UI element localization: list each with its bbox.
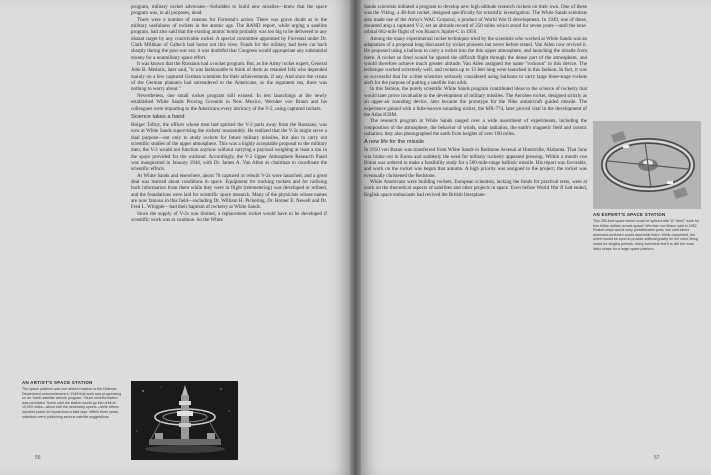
page-number: 56 bbox=[35, 455, 41, 461]
right-caption bbox=[593, 212, 701, 251]
paragraph: In 1950 von Braun was transferred from White Sands to Redstone Arsenal at Huntsville, Alabama. That June war broke out in Korea and suddenly the need for military rocketry appeared pressing. Within a month von Braun was ordered to make a feasibility study for a 500-mile-range ballistic missile. His report was favorable, and work on the rocket was begun that autumn. A high priority was assigned to the project; the rocket was eventually christened the Redstone. bbox=[364, 147, 587, 179]
left-text-column bbox=[131, 4, 327, 223]
space-wheel-illustration bbox=[593, 121, 701, 209]
section-heading: A new life for the missile bbox=[364, 139, 425, 146]
paragraph: It was known that the Russians had a rocket program. But, as the Army rocket expert, General John B. Medaris, later said, "it was fashionable to think of them as retarded folk who depended mainly on a few captured German scientists for their achievements, if any. And since the cream of the German planners had surrendered to the Americans, so the argument ran, there was nothing to worry about." bbox=[131, 61, 327, 93]
paragraph: Among the many experimental rocket techniques tried by the scientists who worked at White Sands was an adaptation of a proposal long discussed by rocket pioneers but never before tested. Van Allen now revived it. He proposed using a balloon to carry a rocket into the thin upper atmosphere, and launching the missile from there. A rocket so fired would be spared the difficult flight through the dense part of the atmosphere, and would therefore achieve much greater altitude. Van Allen assigned the name "rockoon" to this device. The technique worked extremely well, and rockets up to 13 feet long were launched in this fashion. In fact, it was so successful that for a time scientists seriously considered using balloons to carry large three-stage rockets aloft for the purpose of putting a satellite into orbit. bbox=[364, 35, 587, 87]
caption-text: The space platform was one artist's reaction to the Defense Department announcement in 1948 that work was progressing on an "earth satellite vehicle program." Much misinformation was circulated. Some said the station would go into orbit at 10,000 miles—about half the necessary speed—while others reported plans for mysterious orbital rays. Within three years, scientists were publishing serious satellite suggestions. bbox=[22, 387, 122, 419]
section-heading: Science takes a hand bbox=[131, 113, 185, 120]
space-station-illustration bbox=[131, 381, 238, 460]
caption-text: This 250-foot space wheel could be spliced with 10 "steel" work for four billion dollars across space! Wernher von Braun said in 1952. Rocket ships would carry prefabricated parts into orbit where astronaut-workmen would assemble them. While completed, the wheel would be spun to provide artificial gravity for the crew, living inside for lengthy periods. Many scientists feel it is still the most likely shape for a large space platform. bbox=[593, 219, 700, 251]
left-caption bbox=[22, 380, 122, 419]
caption-title: AN EXPERT'S SPACE STATION bbox=[593, 212, 666, 217]
expert-space-station-photo bbox=[593, 121, 701, 209]
paragraph: Holger Toftoy, the officer whose men had spirited the V-2 parts away from the Russians, was now at White Sands supervising the rockets' reassembly. He realized that the V-2s might serve a dual purpose—not only to study rockets for future military missiles, but also to carry out scientific studies of the upper atmosphere. This was a highly acceptable proposal to the military men; the V-2 would not function anyhow without carrying a payload weighing at least a ton in the space provided for the warhead. Accordingly, the V-2 Upper Atmosphere Research Panel was inaugurated in January 1946, with Dr. James A. Van Allen as chairman to coordinate the scientific efforts. bbox=[131, 121, 327, 173]
paragraph: Nevertheless, one small rocket program still existed. In test launchings at the newly established White Sands Proving Grounds in New Mexico, Wernher von Braun and his colleagues were imparting to the Americans every intricacy of the V-2, using captured rockets. bbox=[131, 92, 327, 112]
right-page bbox=[361, 0, 711, 475]
paragraph: Since the supply of V-2s was limited, a replacement rocket would have to be developed if scientific work was to continue. So the White bbox=[131, 210, 327, 223]
paragraph: At White Sands and elsewhere, about 70 captured or rebuilt V-2s were launched, and a great deal was learned about conditions in space. Equipment for tracking rockets and for radioing back information from them while they were in flight (telemetering) was developed or refined, and the foundations were laid for scientific space research. Many of the physicists whose names are now famous in this field—including Dr. William H. Pickering, Dr. Homer E. Newell and Dr. Fred L. Whipple—had their baptism of rocketry at White Sands. bbox=[131, 172, 327, 211]
paragraph: In this fashion, the purely scientific White Sands program contributed ideas to the science of rocketry that would later prove invaluable to the development of military missiles. The Aerobee rocket, designed strictly as an upper-air sounding device, later became the prototype for the Nike antiaircraft guided missile. The experience gained with a little-known sounding rocket, the MX-774, later proved vital in the development of the Atlas ICBM. bbox=[364, 86, 587, 118]
paragraph: While Americans were building rockets, European scientists, lacking the funds for practical tests, were at work on the theoretical aspects of satellites and other projects in space. Even before World War II had ended, English space enthusiasts had revived the British Interplane- bbox=[364, 178, 587, 198]
artist-space-station-photo bbox=[131, 381, 238, 460]
right-text-column bbox=[364, 4, 587, 198]
paragraph: Sands scientists initiated a program to develop new high-altitude research rockets on their own. One of these was the Viking, a 48-foot rocket, designed specifically for scientific investigation. The White Sands scientists also made use of the Army's WAC Corporal, a product of World War II development. In 1949, one of these, mounted atop a captured V-2, set an altitude record of 250 miles which stood for seven years—until the near-orbital 682-mile flight of von Braun's Jupiter-C in 1956. bbox=[364, 4, 587, 36]
paragraph: The research program at White Sands ranged over a wide assortment of experiments, including the composition of the atmosphere, the behavior of winds, solar radiation, the earth's magnetic field and cosmic radiation; they also photographed the earth from heights of over 100 miles. bbox=[364, 118, 587, 137]
caption-title: AN ARTIST'S SPACE STATION bbox=[22, 380, 93, 385]
page-number: 57 bbox=[654, 455, 660, 461]
book-gutter bbox=[350, 0, 361, 475]
paragraph: program, military rocket advocates—forbidden to build new missiles—knew that the space program was, to all purposes, dead. bbox=[131, 4, 327, 17]
left-page bbox=[0, 0, 350, 475]
paragraph: There were a number of reasons for Forrestal's action. There was grave doubt as to the military usefulness of rockets in the atomic age. The RAND report, while urging a satellite program, had also said that the existing atomic bomb probably was too big to be delivered to any distant target by any conceivable rocket. A special committee appointed by Forrestal under Dr. Clark Millikan of Caltech had borne out this view. Funds for the military had been cut back sharply during the post-war era; it was doubtful that Congress would appropriate any substantial money for a nonmilitary space effort. bbox=[131, 16, 327, 61]
